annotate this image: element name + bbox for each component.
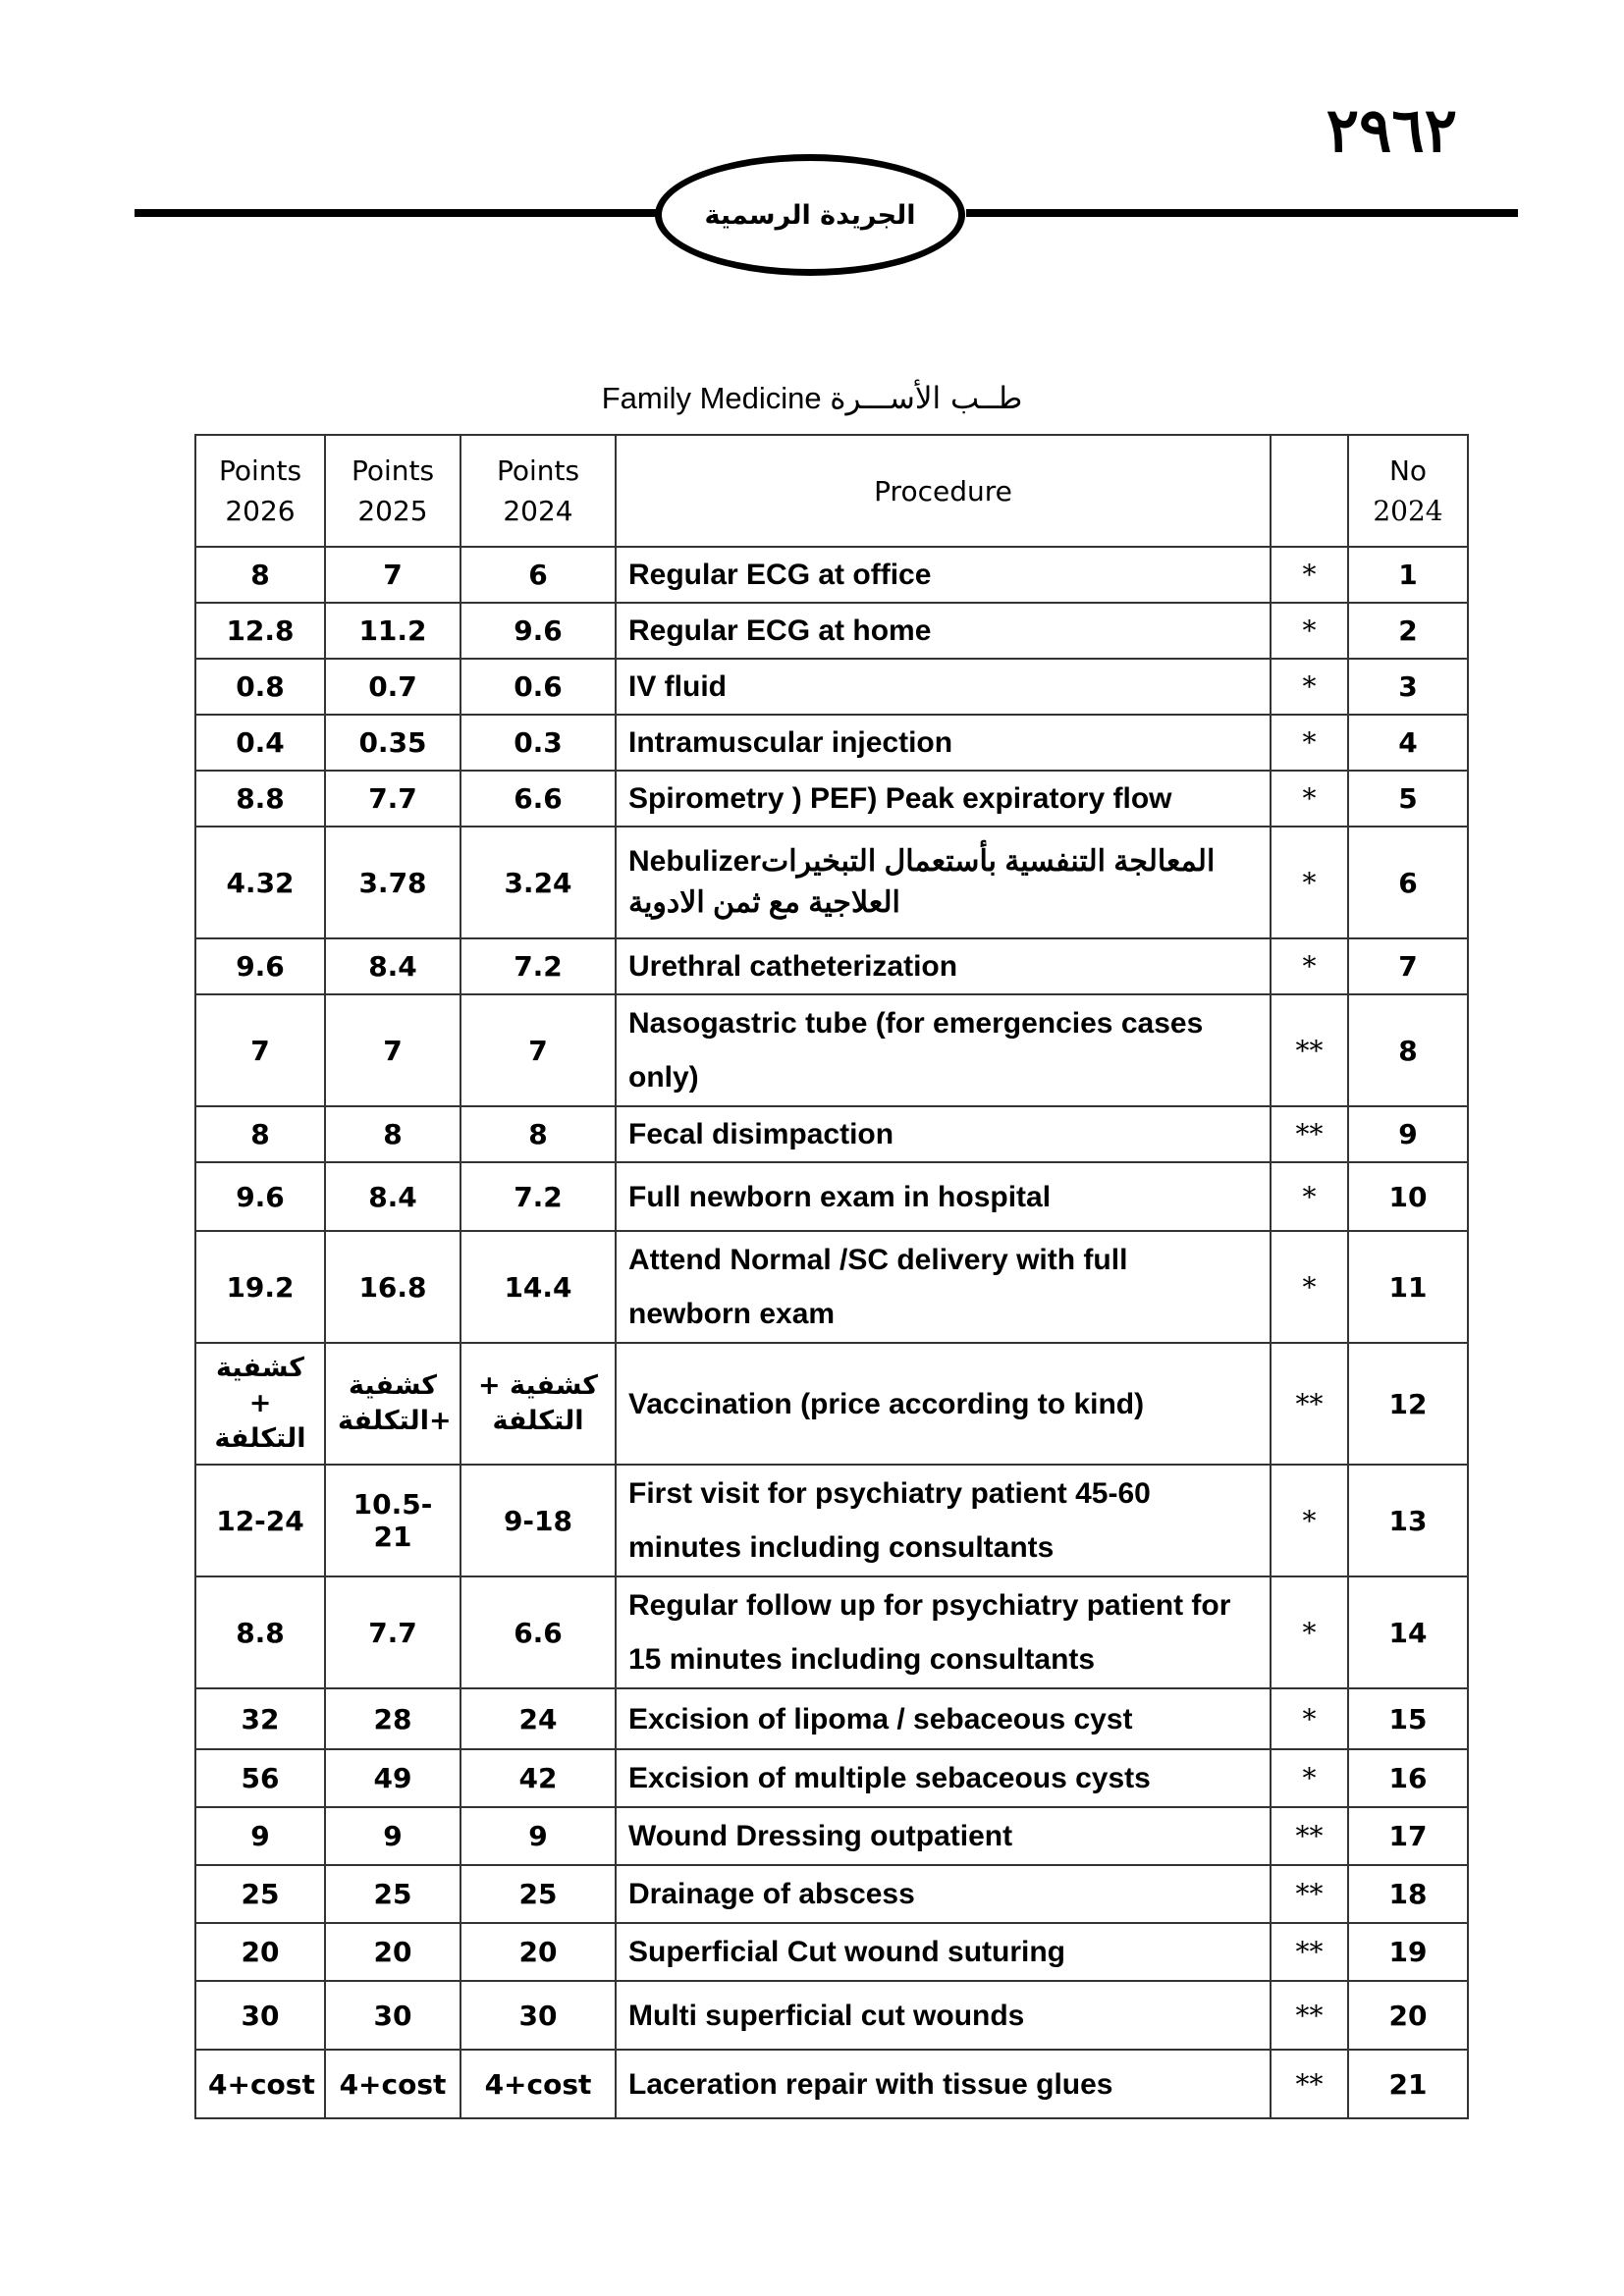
table-row	[195, 1231, 1468, 1343]
table-title-en: Family Medicine	[601, 381, 822, 415]
mark-cell: *	[1271, 1465, 1348, 1576]
no-cell: 21	[1348, 2050, 1468, 2118]
points-2024-cell: 7	[460, 994, 616, 1106]
points-2024-cell: 0.6	[460, 659, 616, 715]
points-2026-cell: 0.4	[195, 715, 325, 771]
mark-cell: **	[1271, 2050, 1348, 2118]
points-2024-cell: 30	[460, 1981, 616, 2050]
points-2025-cell: 20	[325, 1923, 460, 1981]
no-cell: 9	[1348, 1106, 1468, 1162]
points-2026-cell: 4+cost	[195, 2050, 325, 2118]
procedure-cell: Laceration repair with tissue glues	[616, 2050, 1271, 2118]
table-title	[0, 381, 1624, 416]
table-row	[195, 1688, 1468, 1749]
points-2025-cell: 7	[325, 547, 460, 603]
points-2025-cell: 3.78	[325, 827, 460, 938]
procedure-cell: Superficial Cut wound suturing	[616, 1923, 1271, 1981]
points-2024-cell: 25	[460, 1865, 616, 1923]
table-row	[195, 659, 1468, 715]
table-row	[195, 994, 1468, 1106]
gazette-name: الجريدة الرسمية	[704, 199, 916, 231]
table-row	[195, 938, 1468, 994]
no-cell: 20	[1348, 1981, 1468, 2050]
points-2026-cell: 8.8	[195, 1576, 325, 1688]
points-2025-cell: 49	[325, 1749, 460, 1807]
points-2024-cell: 3.24	[460, 827, 616, 938]
points-2025-cell: 4+cost	[325, 2050, 460, 2118]
table-row	[195, 1865, 1468, 1923]
points-2024-cell: 42	[460, 1749, 616, 1807]
points-2024-cell: 4+cost	[460, 2050, 616, 2118]
procedure-cell: Attend Normal /SC delivery with full newborn exam	[616, 1231, 1271, 1343]
points-2026-cell: 0.8	[195, 659, 325, 715]
points-2024-cell: 9.6	[460, 603, 616, 659]
no-cell: 10	[1348, 1162, 1468, 1231]
points-2026-cell: 8	[195, 1106, 325, 1162]
procedure-cell: Vaccination (price according to kind)	[616, 1343, 1271, 1465]
points-2024-cell: 7.2	[460, 1162, 616, 1231]
points-2026-cell: 9.6	[195, 1162, 325, 1231]
points-2026-cell: 7	[195, 994, 325, 1106]
procedure-cell: Urethral catheterization	[616, 938, 1271, 994]
no-cell: 4	[1348, 715, 1468, 771]
header-rule-right	[966, 209, 1518, 217]
no-cell: 1	[1348, 547, 1468, 603]
points-2024-cell: 0.3	[460, 715, 616, 771]
table-row	[195, 2050, 1468, 2118]
points-2025-cell: 8.4	[325, 1162, 460, 1231]
mark-cell: **	[1271, 994, 1348, 1106]
no-cell: 13	[1348, 1465, 1468, 1576]
table-row	[195, 827, 1468, 938]
points-2025-cell: 9	[325, 1807, 460, 1865]
table-row	[195, 1981, 1468, 2050]
page-number: ٢٩٦٢	[1326, 94, 1457, 166]
procedure-cell: Intramuscular injection	[616, 715, 1271, 771]
mark-cell: *	[1271, 938, 1348, 994]
header-points-2026: Points 2026	[195, 435, 325, 547]
table-row	[195, 1923, 1468, 1981]
points-2026-cell: 12.8	[195, 603, 325, 659]
no-cell: 5	[1348, 771, 1468, 827]
points-2026-cell: 9	[195, 1807, 325, 1865]
header-points-2024: Points 2024	[460, 435, 616, 547]
procedure-cell: Fecal disimpaction	[616, 1106, 1271, 1162]
no-cell: 2	[1348, 603, 1468, 659]
procedure-cell: Nasogastric tube (for emergencies cases only)	[616, 994, 1271, 1106]
gazette-masthead	[655, 154, 965, 276]
points-2024-cell: 6.6	[460, 1576, 616, 1688]
procedure-cell: IV fluid	[616, 659, 1271, 715]
points-2025-cell: 11.2	[325, 603, 460, 659]
points-2024-cell: 8	[460, 1106, 616, 1162]
points-2026-cell: 8	[195, 547, 325, 603]
procedure-cell: Full newborn exam in hospital	[616, 1162, 1271, 1231]
header-procedure: Procedure	[616, 435, 1271, 547]
mark-cell: *	[1271, 1749, 1348, 1807]
points-2025-cell: 10.5-21	[325, 1465, 460, 1576]
mark-cell: **	[1271, 1923, 1348, 1981]
procedure-cell: Drainage of abscess	[616, 1865, 1271, 1923]
table-row	[195, 1807, 1468, 1865]
table-row	[195, 1576, 1468, 1688]
points-2025-cell: 25	[325, 1865, 460, 1923]
no-cell: 8	[1348, 994, 1468, 1106]
points-2025-cell: 7.7	[325, 771, 460, 827]
points-2024-cell: 6	[460, 547, 616, 603]
points-2026-cell: 4.32	[195, 827, 325, 938]
table-row	[195, 1162, 1468, 1231]
points-2025-cell: 30	[325, 1981, 460, 2050]
mark-cell: **	[1271, 1981, 1348, 2050]
no-cell: 12	[1348, 1343, 1468, 1465]
table-row	[195, 1106, 1468, 1162]
mark-cell: **	[1271, 1807, 1348, 1865]
points-2025-cell: 8.4	[325, 938, 460, 994]
no-cell: 19	[1348, 1923, 1468, 1981]
points-2024-cell: 14.4	[460, 1231, 616, 1343]
procedure-cell: First visit for psychiatry patient 45-60 minutes including consultants	[616, 1465, 1271, 1576]
points-2026-cell: 12-24	[195, 1465, 325, 1576]
points-2025-cell: 7	[325, 994, 460, 1106]
points-2025-cell: كشفية +التكلفة	[325, 1343, 460, 1465]
no-cell: 18	[1348, 1865, 1468, 1923]
points-2024-cell: 20	[460, 1923, 616, 1981]
points-2025-cell: 7.7	[325, 1576, 460, 1688]
points-2025-cell: 28	[325, 1688, 460, 1749]
procedure-cell: Regular ECG at office	[616, 547, 1271, 603]
procedure-cell: Regular follow up for psychiatry patient for 15 minutes including consultants	[616, 1576, 1271, 1688]
table-body	[195, 547, 1468, 2118]
points-2026-cell: 8.8	[195, 771, 325, 827]
table-row	[195, 1749, 1468, 1807]
table-row	[195, 771, 1468, 827]
header-mark	[1271, 435, 1348, 547]
table-row	[195, 1465, 1468, 1576]
header-no: No 2024	[1348, 435, 1468, 547]
no-cell: 3	[1348, 659, 1468, 715]
points-2026-cell: 32	[195, 1688, 325, 1749]
fees-table	[194, 434, 1469, 2119]
points-2024-cell: كشفية + التكلفة	[460, 1343, 616, 1465]
no-cell: 16	[1348, 1749, 1468, 1807]
points-2026-cell: 56	[195, 1749, 325, 1807]
points-2026-cell: 9.6	[195, 938, 325, 994]
points-2025-cell: 0.7	[325, 659, 460, 715]
table-row	[195, 1343, 1468, 1465]
table-title-ar: طــب الأســـرة	[830, 381, 1023, 416]
points-2024-cell: 9-18	[460, 1465, 616, 1576]
no-cell: 14	[1348, 1576, 1468, 1688]
mark-cell: *	[1271, 715, 1348, 771]
points-2025-cell: 8	[325, 1106, 460, 1162]
points-2025-cell: 0.35	[325, 715, 460, 771]
points-2026-cell: 19.2	[195, 1231, 325, 1343]
mark-cell: **	[1271, 1865, 1348, 1923]
procedure-cell: Wound Dressing outpatient	[616, 1807, 1271, 1865]
mark-cell: *	[1271, 1162, 1348, 1231]
points-2026-cell: كشفية + التكلفة	[195, 1343, 325, 1465]
mark-cell: **	[1271, 1343, 1348, 1465]
points-2024-cell: 6.6	[460, 771, 616, 827]
mark-cell: *	[1271, 547, 1348, 603]
table-header-row	[195, 435, 1468, 547]
points-2026-cell: 20	[195, 1923, 325, 1981]
points-2026-cell: 25	[195, 1865, 325, 1923]
no-cell: 17	[1348, 1807, 1468, 1865]
procedure-cell: Spirometry ) PEF) Peak expiratory flow	[616, 771, 1271, 827]
table-row	[195, 603, 1468, 659]
procedure-cell: Nebulizerالمعالجة التنفسية بأستعمال التبخيرات العلاجية مع ثمن الادوية	[616, 827, 1271, 938]
no-cell: 15	[1348, 1688, 1468, 1749]
header-rule-left	[135, 209, 658, 217]
mark-cell: *	[1271, 771, 1348, 827]
mark-cell: **	[1271, 1106, 1348, 1162]
header-points-2025: Points 2025	[325, 435, 460, 547]
table-row	[195, 547, 1468, 603]
points-2026-cell: 30	[195, 1981, 325, 2050]
no-cell: 11	[1348, 1231, 1468, 1343]
mark-cell: *	[1271, 603, 1348, 659]
mark-cell: *	[1271, 1576, 1348, 1688]
points-2024-cell: 7.2	[460, 938, 616, 994]
points-2024-cell: 9	[460, 1807, 616, 1865]
mark-cell: *	[1271, 659, 1348, 715]
procedure-cell: Excision of multiple sebaceous cysts	[616, 1749, 1271, 1807]
procedure-cell: Regular ECG at home	[616, 603, 1271, 659]
mark-cell: *	[1271, 1231, 1348, 1343]
procedure-cell: Excision of lipoma / sebaceous cyst	[616, 1688, 1271, 1749]
mark-cell: *	[1271, 1688, 1348, 1749]
mark-cell: *	[1271, 827, 1348, 938]
table-row	[195, 715, 1468, 771]
points-2025-cell: 16.8	[325, 1231, 460, 1343]
no-cell: 6	[1348, 827, 1468, 938]
procedure-cell: Multi superficial cut wounds	[616, 1981, 1271, 2050]
points-2024-cell: 24	[460, 1688, 616, 1749]
no-cell: 7	[1348, 938, 1468, 994]
